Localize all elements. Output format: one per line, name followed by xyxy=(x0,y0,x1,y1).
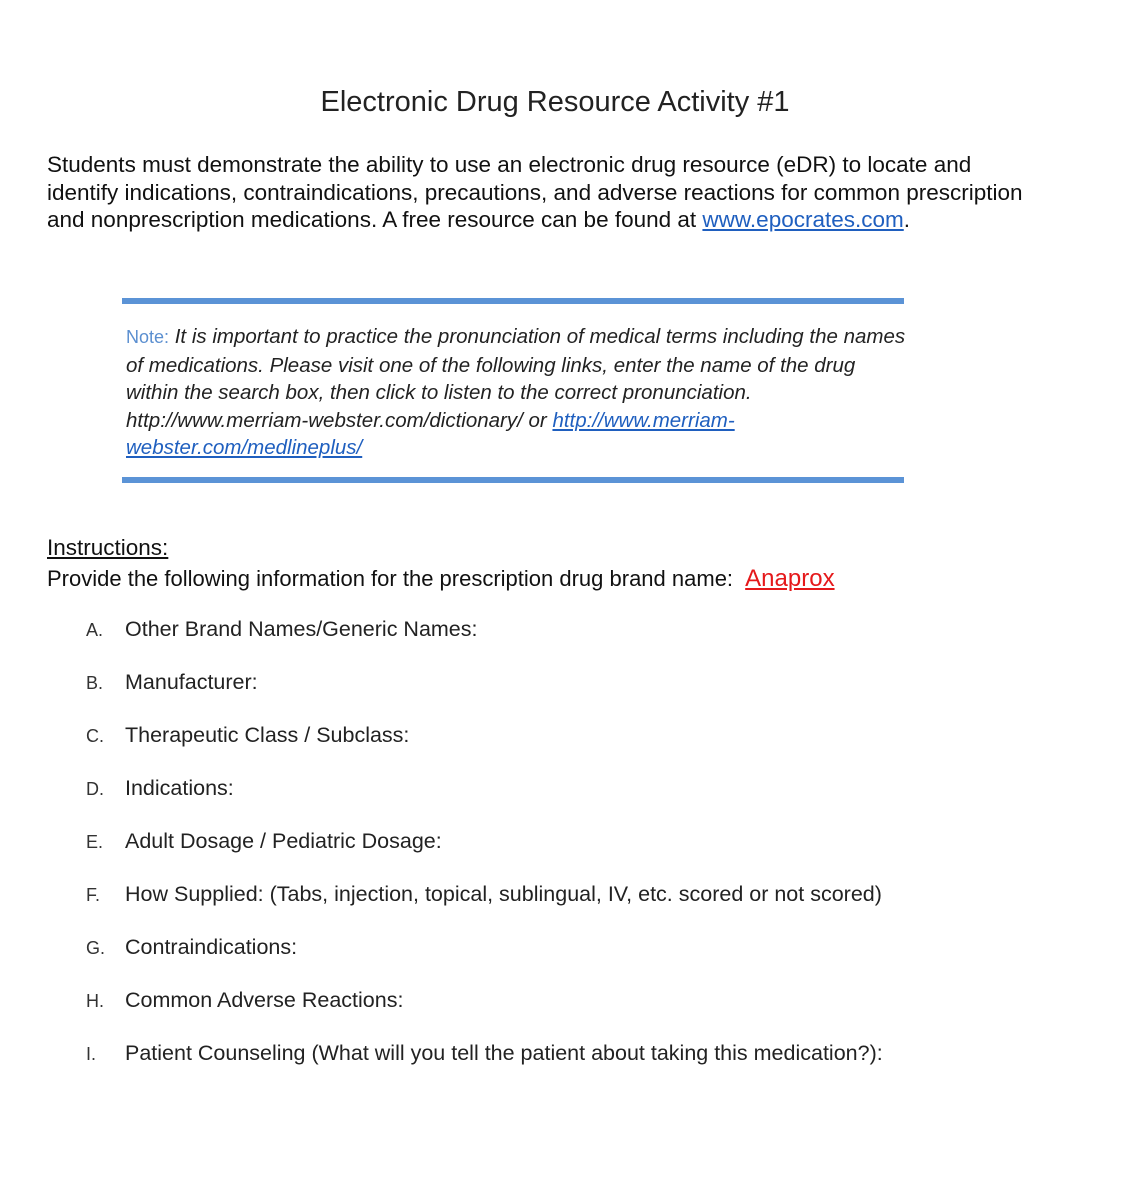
item-letter: C. xyxy=(86,726,104,746)
item-letter: E. xyxy=(86,832,104,852)
intro-paragraph xyxy=(47,151,1047,234)
item-text: Adult Dosage / Pediatric Dosage: xyxy=(125,829,442,853)
item-letter: D. xyxy=(86,779,104,799)
list-item xyxy=(0,670,1000,700)
item-letter: G. xyxy=(86,938,106,958)
page-title: Electronic Drug Resource Activity #1 xyxy=(320,86,790,118)
item-letter: F. xyxy=(86,885,101,905)
note-label: Note: xyxy=(126,327,170,347)
item-letter: A. xyxy=(86,620,104,640)
instructions-prompt: Provide the following information for the prescription drug brand name: xyxy=(47,566,734,591)
list-item xyxy=(0,882,1000,912)
list-item xyxy=(0,723,1000,753)
list-item xyxy=(0,776,1000,806)
item-text: How Supplied: (Tabs, injection, topical, sublingual, IV, etc. scored or not scored) xyxy=(125,882,882,906)
intro-end: . xyxy=(903,207,911,232)
item-letter: B. xyxy=(86,673,104,693)
item-text: Manufacturer: xyxy=(125,670,258,694)
intro-text: Students must demonstrate the ability to use an electronic drug resource (eDR) to locate and identify indications, contraindications, precautions, and adverse reactions for common prescription and nonprescription medications. A free resource can be found at xyxy=(47,152,1023,232)
medlineplus-link[interactable]: http://www.merriam-webster.com/medlineplus/ xyxy=(126,408,735,459)
item-text: Contraindications: xyxy=(125,935,298,959)
item-text: Common Adverse Reactions: xyxy=(125,988,404,1012)
list-item xyxy=(0,829,1000,859)
list-item xyxy=(0,617,1000,647)
item-text: Patient Counseling (What will you tell the patient about taking this medication?): xyxy=(125,1041,883,1065)
note-text: It is important to practice the pronunciation of medical terms including the names of medications. Please visit one of the following links, enter the name of the drug within the search box, then click to listen to the correct pronunciation. http://www.merriam-webster.com/dictionary/ or xyxy=(126,325,906,432)
item-text: Indications: xyxy=(125,776,234,800)
list-item xyxy=(0,988,1000,1018)
item-text: Therapeutic Class / Subclass: xyxy=(125,723,410,747)
instructions-text xyxy=(47,565,835,593)
item-letter: H. xyxy=(86,991,104,1011)
epocrates-link[interactable]: www.epocrates.com xyxy=(702,207,904,232)
note-box xyxy=(126,323,906,462)
note-bottom-divider xyxy=(122,477,904,483)
item-text: Other Brand Names/Generic Names: xyxy=(125,617,478,641)
instructions-heading: Instructions: xyxy=(47,535,169,560)
item-letter: I. xyxy=(86,1044,97,1064)
drug-name: Anaprox xyxy=(745,565,835,592)
list-item xyxy=(0,935,1000,965)
list-item xyxy=(0,1041,1000,1071)
note-top-divider xyxy=(122,298,904,304)
